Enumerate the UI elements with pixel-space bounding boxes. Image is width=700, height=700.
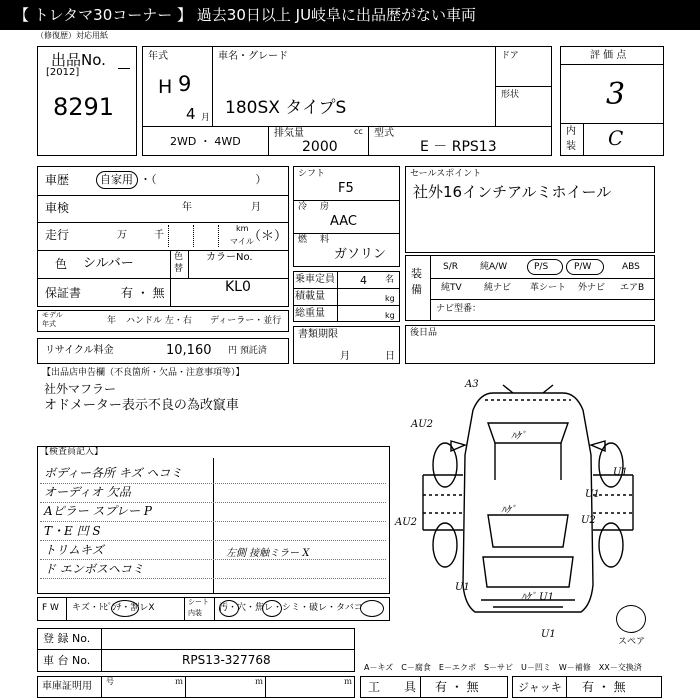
after-parts-box: [405, 325, 655, 364]
certificate-label: 車庫証明用: [42, 681, 92, 692]
mark-hage-1: ﾊｹﾞ: [511, 431, 526, 442]
sales-point-box: [405, 166, 655, 253]
equipment-label-2: 備: [411, 283, 422, 296]
model-year-dealer: ディーラー・並行: [210, 316, 282, 326]
fw-text: キズ・ﾄﾋﾟﾝﾁ・割レX: [72, 603, 155, 613]
warranty-label: 保証書: [45, 286, 82, 300]
mileage-sen: 千: [154, 230, 164, 241]
tools-label: 工 具: [368, 680, 417, 694]
equip-aw: 純A/W: [480, 262, 508, 272]
inspector-line-3: Aピラー スプレー P: [44, 504, 152, 518]
certificate-unit-2: ｍ: [175, 677, 183, 686]
katashiki-value: E － RPS13: [420, 139, 497, 155]
inspector-line-6: ド エンボスヘコミ: [44, 562, 144, 576]
shape-label: 形状: [501, 90, 520, 100]
mark-u2-r: U2: [581, 515, 596, 526]
seat-label-2: 内装: [188, 609, 202, 617]
history-option: 自家用: [100, 173, 133, 186]
mark-hage-3: ﾊｹﾞ U1: [521, 592, 554, 603]
color-swap-1: 色: [174, 252, 184, 262]
nenshiki-month: 4: [186, 105, 196, 123]
equip-leather: 革シート: [530, 283, 567, 293]
mark-u1-r2: U1: [613, 467, 628, 478]
mileage-km: km: [236, 224, 249, 233]
sales-point-label: セールスポイント: [410, 169, 482, 179]
recycle-label: リサイクル料金: [45, 345, 114, 356]
aircon-label-1: 冷: [298, 202, 308, 212]
fuel-label-2: 料: [320, 235, 330, 245]
notes-line-2: オドメーター表示不良の為改竄車: [44, 398, 239, 413]
model-year-label-1: モデル: [42, 311, 63, 319]
shaken-year: 年: [182, 202, 192, 213]
warranty-value: 有 ・ 無: [121, 286, 165, 300]
equip-airbag: エアB: [620, 283, 645, 293]
capacity-value: 4: [360, 274, 367, 287]
registration-label: 登 録 No.: [43, 632, 91, 645]
certificate-unit-4: ｍ: [344, 677, 352, 686]
spare-tire: [616, 605, 646, 633]
notes-label: 【出品店申告欄（不良箇所・欠品・注意事項等）】: [42, 368, 245, 378]
model-year-year: 年: [107, 316, 117, 326]
shift-value: F5: [338, 181, 354, 196]
capacity-unit: 名: [385, 275, 395, 285]
shift-label: シフト: [298, 169, 326, 179]
model-value: 180SX タイプS: [225, 98, 347, 118]
color-value: シルバー: [83, 256, 134, 271]
model-label: 車名・グレード: [218, 51, 288, 62]
color-label: 色: [55, 257, 68, 271]
interior-label-2: 装: [566, 141, 576, 152]
capacity-label: 乗車定員: [295, 274, 335, 285]
equip-tv: 純TV: [441, 283, 462, 293]
load-label: 積載量: [295, 291, 325, 302]
door-label: ドア: [501, 51, 519, 61]
model-year-handle: ハンドル 左・右: [126, 316, 192, 326]
fuel-value: ガソリン: [334, 247, 387, 262]
displacement-value: 2000: [302, 139, 338, 155]
lot-label: 出品No.: [51, 51, 106, 69]
inspector-line-2: オーディオ 欠品: [44, 485, 131, 499]
score-label: 評 価 点: [590, 50, 627, 61]
shoruikigen-day: 日: [385, 351, 395, 362]
color-swap-2: 替: [174, 264, 184, 274]
top-left-small-text: （修復歴）対応用紙: [36, 31, 108, 40]
drive-type: 2WD ・ 4WD: [170, 135, 241, 148]
equip-ps: P/S: [534, 262, 549, 272]
certificate-unit-3: ｍ: [255, 677, 263, 686]
tools-value: 有 ・ 無: [435, 680, 479, 694]
notes-line-1: 社外マフラー: [44, 382, 117, 396]
lot-year-stamp: [2012]: [46, 67, 80, 78]
spare-label: スペア: [618, 637, 646, 647]
inspector-line-4: T・E 凹 S: [44, 524, 101, 538]
seat-circle-3: [360, 600, 384, 617]
color-no: KL0: [225, 279, 251, 295]
shoruikigen-month: 月: [340, 351, 350, 362]
aircon-value: AAC: [330, 214, 357, 229]
equip-navi: 純ナビ: [484, 283, 512, 293]
seat-text: 汚・穴・焦レ・シミ・破レ・タバコ: [219, 603, 363, 613]
recycle-value: 10,160: [166, 343, 212, 358]
inspector-side-note: 左側 接触ミラー X: [226, 548, 310, 559]
jack-value: 有 ・ 無: [582, 680, 626, 694]
chassis-value: RPS13-327768: [182, 653, 271, 667]
mark-u1-r1: U1: [585, 489, 600, 500]
seat-label-1: シート: [188, 598, 209, 606]
displacement-unit: cc: [354, 127, 363, 136]
mileage-mark: （＊）: [248, 229, 288, 244]
mileage-man: 万: [117, 230, 127, 241]
color-no-label: カラーNo.: [206, 252, 253, 263]
nenshiki-era: H: [158, 76, 173, 98]
shaken-label: 車検: [45, 201, 70, 215]
seat-circle-2: [262, 600, 282, 617]
gross-label: 総重量: [295, 308, 325, 319]
equip-sr: S/R: [443, 262, 458, 272]
nenshiki-label: 年式: [148, 51, 168, 62]
car-damage-diagram: [393, 375, 693, 640]
equip-pw: P/W: [574, 262, 592, 272]
equip-abs: ABS: [622, 262, 640, 272]
mileage-label: 走行: [45, 228, 70, 242]
mark-hage-2: ﾊｹﾞ: [501, 505, 516, 516]
mark-u1-l: U1: [455, 582, 470, 593]
certificate-unit-1: 号: [106, 677, 114, 686]
fw-label: F W: [42, 603, 59, 613]
history-suffix: ・（ ）: [140, 173, 267, 186]
after-parts-label: 後日品: [410, 328, 438, 338]
mileage-mile: マイル: [230, 237, 254, 246]
jack-label: ジャッキ: [518, 681, 562, 694]
legend: A－キズ C－腐食 E－エクボ S－サビ U－凹ミ W－補修 XX－交換済: [364, 663, 642, 672]
interior-value: C: [608, 126, 624, 150]
load-unit: kg: [385, 294, 395, 303]
mark-au2-side: AU2: [395, 517, 418, 528]
inspector-line-5: トリムキズ: [44, 543, 104, 557]
recycle-unit: 円 預託済: [228, 346, 267, 356]
navi-model-label: ナビ型番：: [436, 304, 482, 314]
inspector-line-1: ボディー各所 キズ ヘコミ: [44, 466, 183, 480]
chassis-label: 車 台 No.: [43, 654, 91, 667]
shaken-month: 月: [251, 202, 261, 213]
equipment-label-1: 装: [411, 267, 422, 280]
katashiki-label: 型式: [374, 128, 394, 139]
fuel-label-1: 燃: [298, 235, 308, 245]
score-value: 3: [606, 77, 626, 112]
sales-point-value: 社外16インチアルミホイール: [413, 183, 612, 201]
lot-number: 8291: [53, 93, 115, 121]
interior-label-1: 内: [566, 126, 576, 137]
inspector-label: 【検査員記入】: [40, 447, 104, 457]
equip-ext-navi: 外ナビ: [578, 283, 606, 293]
mark-u1-b: U1: [541, 629, 556, 640]
mark-au2-top: AU2: [411, 419, 434, 430]
nenshiki-year: 9: [178, 72, 192, 96]
displacement-label: 排気量: [274, 128, 304, 139]
banner-text: 【 トレタマ30コーナー 】 過去30日以上 JU岐阜に出品歴がない車両: [14, 6, 477, 24]
history-label: 車歴: [45, 173, 70, 187]
shoruikigen-label: 書類期限: [298, 329, 338, 340]
aircon-label-2: 房: [320, 202, 330, 212]
gross-unit: kg: [385, 311, 395, 320]
mark-a3: A3: [465, 379, 479, 390]
fw-circle: [111, 600, 139, 617]
seat-circle-1: [219, 600, 239, 617]
model-year-label-2: 年式: [42, 320, 56, 328]
nenshiki-month-unit: 月: [201, 113, 211, 123]
